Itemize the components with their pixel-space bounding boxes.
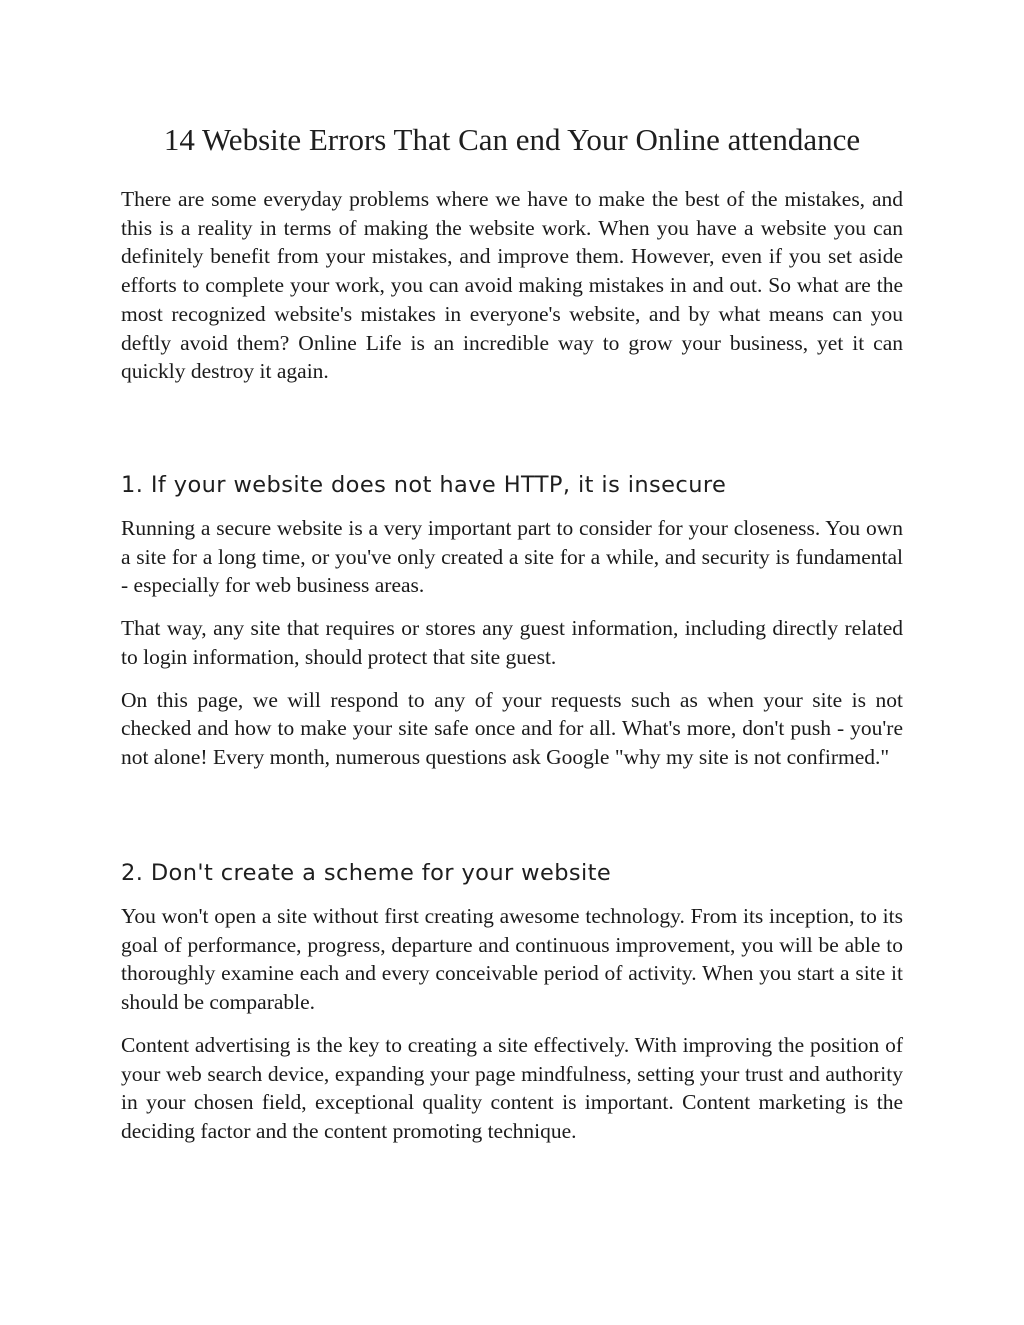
intro-block: [121, 185, 903, 386]
page-title: 14 Website Errors That Can end Your Online attendance: [163, 122, 861, 157]
intro-paragraph: There are some everyday problems where we have to make the best of the mistakes, and this is a reality in terms of making the website work. When you have a website you can definitely benefit from your mistakes, and improve them. However, even if you set aside efforts to complete your work, you can avoid making mistakes in and out. So what are the most recognized website's mistakes in everyone's website, and by what means can you deftly avoid them? Online Life is an incredible way to grow your business, yet it can quickly destroy it again.: [121, 187, 903, 384]
section-1-paragraph-2: That way, any site that requires or stores any guest information, including directly related to login information, should protect that site guest.: [121, 616, 903, 669]
section-2-paragraph-2: Content advertising is the key to creating a site effectively. With improving the position of your web search device, expanding your page mindfulness, setting your trust and authority in your chosen field, exceptional quality content is important. Content marketing is the deciding factor and the content promoting technique.: [121, 1032, 903, 1143]
section-1-heading: 1. If your website does not have HTTP, it is insecure: [121, 472, 727, 498]
section-2-paragraph-1: You won't open a site without first creating awesome technology. From its inception, to its goal of performance, progress, departure and continuous improvement, you will be able to thoroughly examine each and every conceivable period of activity. When you start a site it should be comparable.: [121, 904, 903, 1015]
section-1-paragraph-3: On this page, we will respond to any of your requests such as when your site is not checked and how to make your site safe once and for all. What's more, don't push - you're not alone! Every month, numerous questions ask Google "why my site is not confirmed.": [121, 687, 903, 769]
section-2-heading: 2. Don't create a scheme for your website: [121, 860, 612, 886]
section-1: [121, 470, 903, 772]
section-2: [121, 858, 903, 1146]
section-1-paragraph-1: Running a secure website is a very important part to consider for your closeness. You own a site for a long time, or you've only created a site for a while, and security is fundamental - especially for web business areas.: [121, 516, 903, 598]
